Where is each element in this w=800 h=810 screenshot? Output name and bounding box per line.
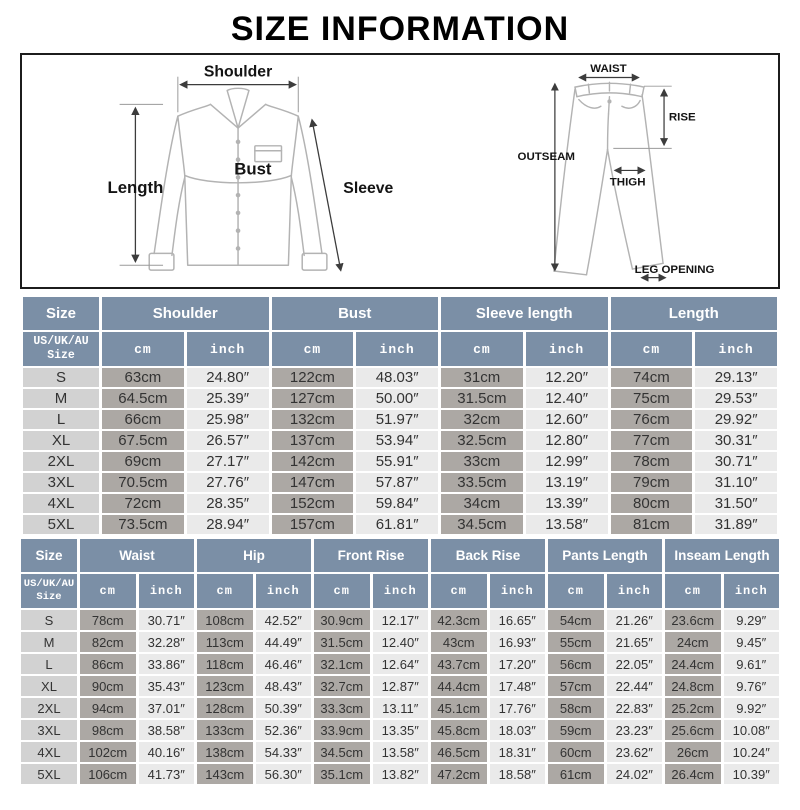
measurement-cell: 40.16″ bbox=[139, 742, 195, 762]
unit-header: inch bbox=[695, 332, 777, 366]
measurement-cell: 123cm bbox=[197, 676, 253, 696]
measurement-cell: 66cm bbox=[102, 410, 184, 429]
unit-header: cm bbox=[665, 574, 721, 608]
measurement-cell: 25.2cm bbox=[665, 698, 721, 718]
measurement-cell: 54.33″ bbox=[256, 742, 312, 762]
table-row bbox=[21, 764, 779, 784]
measurement-cell: 26.57″ bbox=[187, 431, 269, 450]
table-row bbox=[21, 676, 779, 696]
measurement-cell: 118cm bbox=[197, 654, 253, 674]
column-group-header: Size bbox=[23, 297, 99, 330]
table-row bbox=[21, 610, 779, 630]
table-row bbox=[23, 389, 777, 408]
table-row bbox=[23, 452, 777, 471]
unit-header: cm bbox=[314, 574, 370, 608]
table-row bbox=[21, 698, 779, 718]
size-cell: XL bbox=[23, 431, 99, 450]
measurement-cell: 13.39″ bbox=[526, 494, 608, 513]
unit-header: cm bbox=[548, 574, 604, 608]
measurement-cell: 30.71″ bbox=[139, 610, 195, 630]
measurement-cell: 138cm bbox=[197, 742, 253, 762]
unit-header: cm bbox=[197, 574, 253, 608]
measurement-cell: 23.62″ bbox=[607, 742, 663, 762]
measurement-cell: 30.31″ bbox=[695, 431, 777, 450]
table-row bbox=[23, 410, 777, 429]
pants-waist-label: WAIST bbox=[590, 62, 627, 75]
unit-header: inch bbox=[607, 574, 663, 608]
size-cell: 4XL bbox=[21, 742, 77, 762]
column-group-header: Inseam Length bbox=[665, 539, 779, 572]
measurement-cell: 67.5cm bbox=[102, 431, 184, 450]
size-cell: L bbox=[23, 410, 99, 429]
measurement-cell: 55.91″ bbox=[356, 452, 438, 471]
table-row bbox=[21, 632, 779, 652]
pants-outline-drawing bbox=[554, 82, 663, 274]
measurement-cell: 34.5cm bbox=[441, 515, 523, 534]
measurement-cell: 152cm bbox=[272, 494, 354, 513]
measurement-cell: 43.7cm bbox=[431, 654, 487, 674]
measurement-cell: 58cm bbox=[548, 698, 604, 718]
unit-header: cm bbox=[80, 574, 136, 608]
measurement-cell: 17.76″ bbox=[490, 698, 546, 718]
measurement-cell: 77cm bbox=[611, 431, 693, 450]
measurement-cell: 22.05″ bbox=[607, 654, 663, 674]
measurement-cell: 59cm bbox=[548, 720, 604, 740]
column-group-header: Hip bbox=[197, 539, 311, 572]
size-information-page bbox=[0, 10, 800, 810]
size-cell: S bbox=[23, 368, 99, 387]
size-cell: 3XL bbox=[21, 720, 77, 740]
measurement-cell: 18.03″ bbox=[490, 720, 546, 740]
measurement-cell: 32.1cm bbox=[314, 654, 370, 674]
measurement-cell: 27.17″ bbox=[187, 452, 269, 471]
measurement-cell: 108cm bbox=[197, 610, 253, 630]
measurement-cell: 44.49″ bbox=[256, 632, 312, 652]
measurement-cell: 31.50″ bbox=[695, 494, 777, 513]
measurement-cell: 32.5cm bbox=[441, 431, 523, 450]
measurement-cell: 57.87″ bbox=[356, 473, 438, 492]
measurement-cell: 10.08″ bbox=[724, 720, 780, 740]
column-group-header: Front Rise bbox=[314, 539, 428, 572]
table-row bbox=[23, 368, 777, 387]
measurement-cell: 86cm bbox=[80, 654, 136, 674]
measurement-cell: 12.87″ bbox=[373, 676, 429, 696]
measurement-cell: 54cm bbox=[548, 610, 604, 630]
measurement-cell: 24cm bbox=[665, 632, 721, 652]
measurement-cell: 12.20″ bbox=[526, 368, 608, 387]
measurement-cell: 33.5cm bbox=[441, 473, 523, 492]
measurement-cell: 30.9cm bbox=[314, 610, 370, 630]
unit-header: cm bbox=[611, 332, 693, 366]
measurement-cell: 25.6cm bbox=[665, 720, 721, 740]
measurement-cell: 23.6cm bbox=[665, 610, 721, 630]
measurement-cell: 31.89″ bbox=[695, 515, 777, 534]
measurement-cell: 13.11″ bbox=[373, 698, 429, 718]
measurement-cell: 18.58″ bbox=[490, 764, 546, 784]
table-row bbox=[23, 473, 777, 492]
measurement-cell: 13.58″ bbox=[373, 742, 429, 762]
measurement-cell: 76cm bbox=[611, 410, 693, 429]
unit-header: inch bbox=[526, 332, 608, 366]
size-cell: XL bbox=[21, 676, 77, 696]
pants-rise-label: RISE bbox=[668, 111, 696, 124]
measurement-cell: 35.43″ bbox=[139, 676, 195, 696]
measurement-cell: 122cm bbox=[272, 368, 354, 387]
measurement-cell: 32.7cm bbox=[314, 676, 370, 696]
measurement-cell: 33.3cm bbox=[314, 698, 370, 718]
measurement-cell: 82cm bbox=[80, 632, 136, 652]
table-row bbox=[21, 720, 779, 740]
measurement-cell: 9.76″ bbox=[724, 676, 780, 696]
measurement-cell: 22.83″ bbox=[607, 698, 663, 718]
measurement-cell: 72cm bbox=[102, 494, 184, 513]
measurement-cell: 38.58″ bbox=[139, 720, 195, 740]
shirt-outline-drawing bbox=[149, 88, 327, 270]
measurement-cell: 9.92″ bbox=[724, 698, 780, 718]
measurement-cell: 13.58″ bbox=[526, 515, 608, 534]
measurement-cell: 10.39″ bbox=[724, 764, 780, 784]
column-group-header: Back Rise bbox=[431, 539, 545, 572]
measurement-cell: 29.13″ bbox=[695, 368, 777, 387]
unit-header: cm bbox=[431, 574, 487, 608]
measurement-cell: 55cm bbox=[548, 632, 604, 652]
measurement-cell: 53.94″ bbox=[356, 431, 438, 450]
unit-header-row bbox=[23, 332, 777, 366]
unit-header: inch bbox=[256, 574, 312, 608]
measurement-cell: 41.73″ bbox=[139, 764, 195, 784]
measurement-cell: 35.1cm bbox=[314, 764, 370, 784]
measurement-cell: 46.46″ bbox=[256, 654, 312, 674]
measurement-cell: 37.01″ bbox=[139, 698, 195, 718]
measurement-cell: 64.5cm bbox=[102, 389, 184, 408]
measurement-cell: 31.10″ bbox=[695, 473, 777, 492]
measurement-cell: 18.31″ bbox=[490, 742, 546, 762]
measurement-cell: 75cm bbox=[611, 389, 693, 408]
table-row bbox=[21, 654, 779, 674]
shirt-measure-arrows bbox=[120, 77, 341, 270]
unit-header: cm bbox=[102, 332, 184, 366]
measurement-cell: 23.23″ bbox=[607, 720, 663, 740]
measurement-cell: 29.53″ bbox=[695, 389, 777, 408]
size-cell: S bbox=[21, 610, 77, 630]
table-row bbox=[23, 494, 777, 513]
measurement-cell: 12.17″ bbox=[373, 610, 429, 630]
measurement-cell: 30.71″ bbox=[695, 452, 777, 471]
measurement-cell: 21.65″ bbox=[607, 632, 663, 652]
pants-size-table bbox=[18, 537, 782, 786]
measurement-cell: 31.5cm bbox=[441, 389, 523, 408]
measurement-cell: 12.40″ bbox=[526, 389, 608, 408]
column-group-header: Bust bbox=[272, 297, 439, 330]
measurement-cell: 27.76″ bbox=[187, 473, 269, 492]
table-row bbox=[23, 431, 777, 450]
measurement-cell: 31.5cm bbox=[314, 632, 370, 652]
table-row bbox=[23, 515, 777, 534]
measurement-cell: 48.43″ bbox=[256, 676, 312, 696]
measurement-cell: 28.35″ bbox=[187, 494, 269, 513]
measurement-cell: 44.4cm bbox=[431, 676, 487, 696]
measurement-cell: 13.82″ bbox=[373, 764, 429, 784]
measurement-cell: 52.36″ bbox=[256, 720, 312, 740]
size-unit-header: US/UK/AU Size bbox=[21, 574, 77, 608]
size-unit-header: US/UK/AU Size bbox=[23, 332, 99, 366]
measurement-cell: 42.52″ bbox=[256, 610, 312, 630]
size-cell: 2XL bbox=[23, 452, 99, 471]
measurement-cell: 63cm bbox=[102, 368, 184, 387]
measurement-cell: 33cm bbox=[441, 452, 523, 471]
column-group-header: Length bbox=[611, 297, 778, 330]
unit-header: inch bbox=[356, 332, 438, 366]
measurement-cell: 25.98″ bbox=[187, 410, 269, 429]
column-group-header: Waist bbox=[80, 539, 194, 572]
measurement-cell: 61cm bbox=[548, 764, 604, 784]
measurement-cell: 45.1cm bbox=[431, 698, 487, 718]
measurement-cell: 34.5cm bbox=[314, 742, 370, 762]
measurement-cell: 24.02″ bbox=[607, 764, 663, 784]
measurement-cell: 50.00″ bbox=[356, 389, 438, 408]
measurement-cell: 157cm bbox=[272, 515, 354, 534]
shirt-shoulder-label: Shoulder bbox=[203, 63, 273, 81]
unit-header: cm bbox=[272, 332, 354, 366]
unit-header-row bbox=[21, 574, 779, 608]
size-cell: 5XL bbox=[23, 515, 99, 534]
measurement-cell: 73.5cm bbox=[102, 515, 184, 534]
size-cell: L bbox=[21, 654, 77, 674]
size-cell: 3XL bbox=[23, 473, 99, 492]
measurement-cell: 50.39″ bbox=[256, 698, 312, 718]
measurement-cell: 28.94″ bbox=[187, 515, 269, 534]
group-header-row bbox=[21, 539, 779, 572]
measurement-cell: 45.8cm bbox=[431, 720, 487, 740]
measurement-cell: 81cm bbox=[611, 515, 693, 534]
measurement-cell: 17.48″ bbox=[490, 676, 546, 696]
measurement-cell: 128cm bbox=[197, 698, 253, 718]
measurement-cell: 17.20″ bbox=[490, 654, 546, 674]
measurement-cell: 32.28″ bbox=[139, 632, 195, 652]
unit-header: inch bbox=[373, 574, 429, 608]
column-group-header: Sleeve length bbox=[441, 297, 608, 330]
measurement-cell: 12.99″ bbox=[526, 452, 608, 471]
measurement-cell: 78cm bbox=[611, 452, 693, 471]
measurement-cell: 137cm bbox=[272, 431, 354, 450]
column-group-header: Size bbox=[21, 539, 77, 572]
measurement-cell: 51.97″ bbox=[356, 410, 438, 429]
measurement-diagram-box bbox=[20, 53, 780, 289]
measurement-cell: 127cm bbox=[272, 389, 354, 408]
pants-leg-opening-label: LEG OPENING bbox=[634, 263, 715, 276]
measurement-cell: 78cm bbox=[80, 610, 136, 630]
measurement-cell: 60cm bbox=[548, 742, 604, 762]
measurement-cell: 61.81″ bbox=[356, 515, 438, 534]
measurement-cell: 9.29″ bbox=[724, 610, 780, 630]
measurement-cell: 26.4cm bbox=[665, 764, 721, 784]
measurement-cell: 12.40″ bbox=[373, 632, 429, 652]
measurement-cell: 132cm bbox=[272, 410, 354, 429]
size-cell: M bbox=[21, 632, 77, 652]
measurement-cell: 74cm bbox=[611, 368, 693, 387]
measurement-cell: 24.8cm bbox=[665, 676, 721, 696]
shirt-size-table bbox=[20, 295, 780, 536]
size-cell: 2XL bbox=[21, 698, 77, 718]
size-cell: M bbox=[23, 389, 99, 408]
measurement-cell: 29.92″ bbox=[695, 410, 777, 429]
unit-header: cm bbox=[441, 332, 523, 366]
measurement-cell: 13.35″ bbox=[373, 720, 429, 740]
pants-diagram bbox=[462, 55, 778, 283]
measurement-cell: 24.4cm bbox=[665, 654, 721, 674]
measurement-cell: 80cm bbox=[611, 494, 693, 513]
column-group-header: Pants Length bbox=[548, 539, 662, 572]
shirt-sleeve-label: Sleeve bbox=[343, 180, 394, 198]
measurement-cell: 133cm bbox=[197, 720, 253, 740]
measurement-cell: 102cm bbox=[80, 742, 136, 762]
column-group-header: Shoulder bbox=[102, 297, 269, 330]
measurement-cell: 69cm bbox=[102, 452, 184, 471]
measurement-cell: 26cm bbox=[665, 742, 721, 762]
measurement-cell: 113cm bbox=[197, 632, 253, 652]
measurement-cell: 21.26″ bbox=[607, 610, 663, 630]
shirt-diagram bbox=[22, 55, 462, 283]
pants-thigh-label: THIGH bbox=[609, 176, 646, 189]
measurement-cell: 57cm bbox=[548, 676, 604, 696]
measurement-cell: 31cm bbox=[441, 368, 523, 387]
measurement-cell: 147cm bbox=[272, 473, 354, 492]
measurement-cell: 9.45″ bbox=[724, 632, 780, 652]
measurement-cell: 10.24″ bbox=[724, 742, 780, 762]
unit-header: inch bbox=[139, 574, 195, 608]
shirt-length-label: Length bbox=[107, 178, 164, 198]
measurement-cell: 16.65″ bbox=[490, 610, 546, 630]
size-cell: 4XL bbox=[23, 494, 99, 513]
page-title: SIZE INFORMATION bbox=[230, 10, 570, 48]
measurement-cell: 98cm bbox=[80, 720, 136, 740]
measurement-cell: 32cm bbox=[441, 410, 523, 429]
unit-header: inch bbox=[187, 332, 269, 366]
pants-outseam-label: OUTSEAM bbox=[517, 150, 575, 163]
measurement-cell: 42.3cm bbox=[431, 610, 487, 630]
measurement-cell: 24.80″ bbox=[187, 368, 269, 387]
measurement-cell: 70.5cm bbox=[102, 473, 184, 492]
measurement-cell: 59.84″ bbox=[356, 494, 438, 513]
table-row bbox=[21, 742, 779, 762]
measurement-cell: 94cm bbox=[80, 698, 136, 718]
measurement-cell: 33.86″ bbox=[139, 654, 195, 674]
measurement-cell: 22.44″ bbox=[607, 676, 663, 696]
measurement-cell: 12.64″ bbox=[373, 654, 429, 674]
measurement-cell: 143cm bbox=[197, 764, 253, 784]
size-cell: 5XL bbox=[21, 764, 77, 784]
measurement-cell: 12.60″ bbox=[526, 410, 608, 429]
measurement-cell: 16.93″ bbox=[490, 632, 546, 652]
measurement-cell: 90cm bbox=[80, 676, 136, 696]
measurement-cell: 12.80″ bbox=[526, 431, 608, 450]
group-header-row bbox=[23, 297, 777, 330]
measurement-cell: 43cm bbox=[431, 632, 487, 652]
measurement-cell: 9.61″ bbox=[724, 654, 780, 674]
unit-header: inch bbox=[490, 574, 546, 608]
measurement-cell: 142cm bbox=[272, 452, 354, 471]
measurement-cell: 48.03″ bbox=[356, 368, 438, 387]
unit-header: inch bbox=[724, 574, 780, 608]
measurement-cell: 46.5cm bbox=[431, 742, 487, 762]
measurement-cell: 25.39″ bbox=[187, 389, 269, 408]
measurement-cell: 47.2cm bbox=[431, 764, 487, 784]
measurement-cell: 13.19″ bbox=[526, 473, 608, 492]
measurement-cell: 79cm bbox=[611, 473, 693, 492]
shirt-bust-label: Bust bbox=[234, 159, 272, 179]
measurement-cell: 33.9cm bbox=[314, 720, 370, 740]
measurement-cell: 56.30″ bbox=[256, 764, 312, 784]
measurement-cell: 106cm bbox=[80, 764, 136, 784]
measurement-cell: 34cm bbox=[441, 494, 523, 513]
measurement-cell: 56cm bbox=[548, 654, 604, 674]
